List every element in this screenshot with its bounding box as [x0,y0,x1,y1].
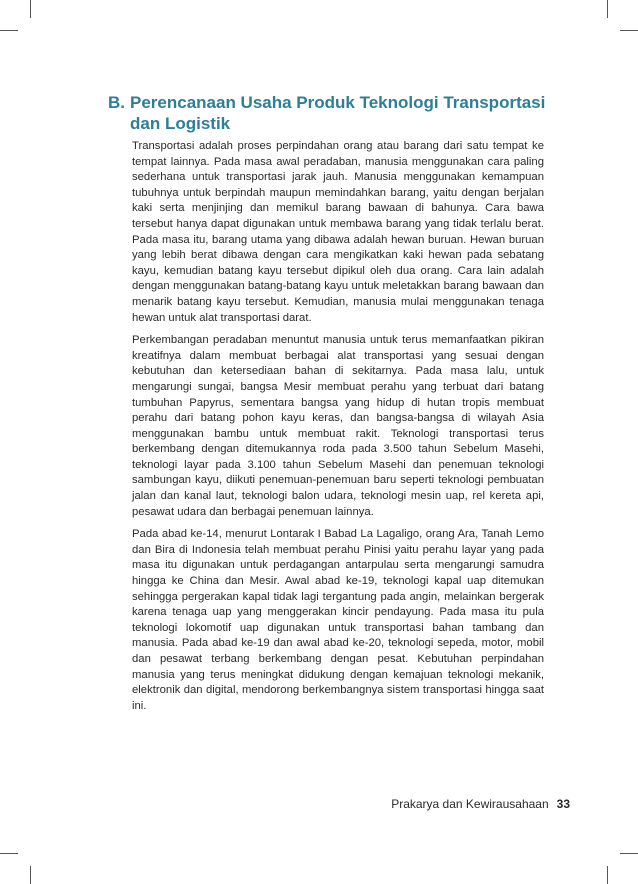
crop-mark [0,853,18,854]
crop-mark [607,866,608,884]
section-title: Perencanaan Usaha Produk Teknologi Transportasi dan Logistik [130,93,546,133]
crop-mark [0,30,18,31]
crop-mark [30,866,31,884]
paragraph: Transportasi adalah proses perpindahan orang atau barang dari satu tempat ke tempat lainnya. Pada masa awal peradaban, manusia menggunakan cara paling sederhana untuk transportasi jarak jauh. Manusia menggunakan kemampuan tubuhnya untuk berpindah maupun memindahkan barang, yaitu dengan berjalan kaki serta menjinjing dan memikul barang bawaan di bahunya. Cara bawa tersebut hanya dapat digunakan untuk membawa barang yang tidak terlalu berat. Pada masa itu, barang utama yang dibawa adalah hewan buruan. Hewan buruan yang lebih berat dibawa dengan cara mengikatkan kaki hewan pada sebatang kayu, kemudian batang kayu tersebut dipikul oleh dua orang. Cara lain adalah dengan menggunakan batang-batang kayu untuk meletakkan barang bawaan dan menarik batang kayu tersebut. Kemudian, manusia mulai menggunakan tenaga hewan untuk alat transportasi darat. [132,140,544,324]
body-text [132,139,544,721]
paragraph: Pada abad ke-14, menurut Lontarak I Babad La Lagaligo, orang Ara, Tanah Lemo dan Bira di Indonesia telah membuat perahu Pinisi yaitu perahu layar yang pada masa itu digunakan untuk perdagangan antarpulau serta mengarungi samudra hingga ke China dan Mesir. Awal abad ke-19, teknologi kapal uap ditemukan sehingga pergerakan kapal tidak lagi tergantung pada angin, melainkan bergerak karena tenaga uap yang menggerakan kincir pendayung. Pada masa itu pula teknologi lokomotif uap digunakan untuk transportasi bahan tambang dan manusia. Pada abad ke-19 dan awal abad ke-20, teknologi sepeda, motor, mobil dan pesawat terbang berkembang dengan pesat. Kebutuhan perpindahan manusia yang terus meningkat didukung dengan kemajuan teknologi mekanik, elektronik dan digital, mendorong berkembangnya sistem transportasi hingga saat ini. [132,528,544,712]
book-title: Prakarya dan Kewirausahaan [391,797,549,811]
section-letter: B. [108,93,125,112]
crop-mark [607,0,608,18]
crop-mark [620,30,638,31]
crop-mark [620,853,638,854]
paragraph: Perkembangan peradaban menuntut manusia untuk terus memanfaatkan pikiran kreatifnya dalam membuat berbagai alat transportasi yang sesuai dengan kebutuhan dan ketersediaan bahan di sekitarnya. Pada masa lalu, untuk mengarungi sungai, bangsa Mesir membuat perahu yang terbuat dari batang tumbuhan Papyrus, sementara bangsa yang hidup di hutan tropis membuat perahu dari batang pohon kayu keras, dan bangsa-bangsa di wilayah Asia menggunakan bambu untuk membuat rakit. Teknologi transportasi terus berkembang dengan ditemukannya roda pada 3.500 tahun Sebelum Masehi, teknologi layar pada 3.100 tahun Sebelum Masehi dan penemuan teknologi sambungan kayu, diikuti penemuan-penemuan baru seperti teknologi pembuatan jalan dan kanal laut, teknologi balon udara, teknologi mesin uap, rel kereta api, pesawat udara dan berbagai penemuan lainnya. [132,334,544,518]
page-footer [391,796,570,812]
page-number: 33 [556,797,570,811]
crop-mark [30,0,31,18]
